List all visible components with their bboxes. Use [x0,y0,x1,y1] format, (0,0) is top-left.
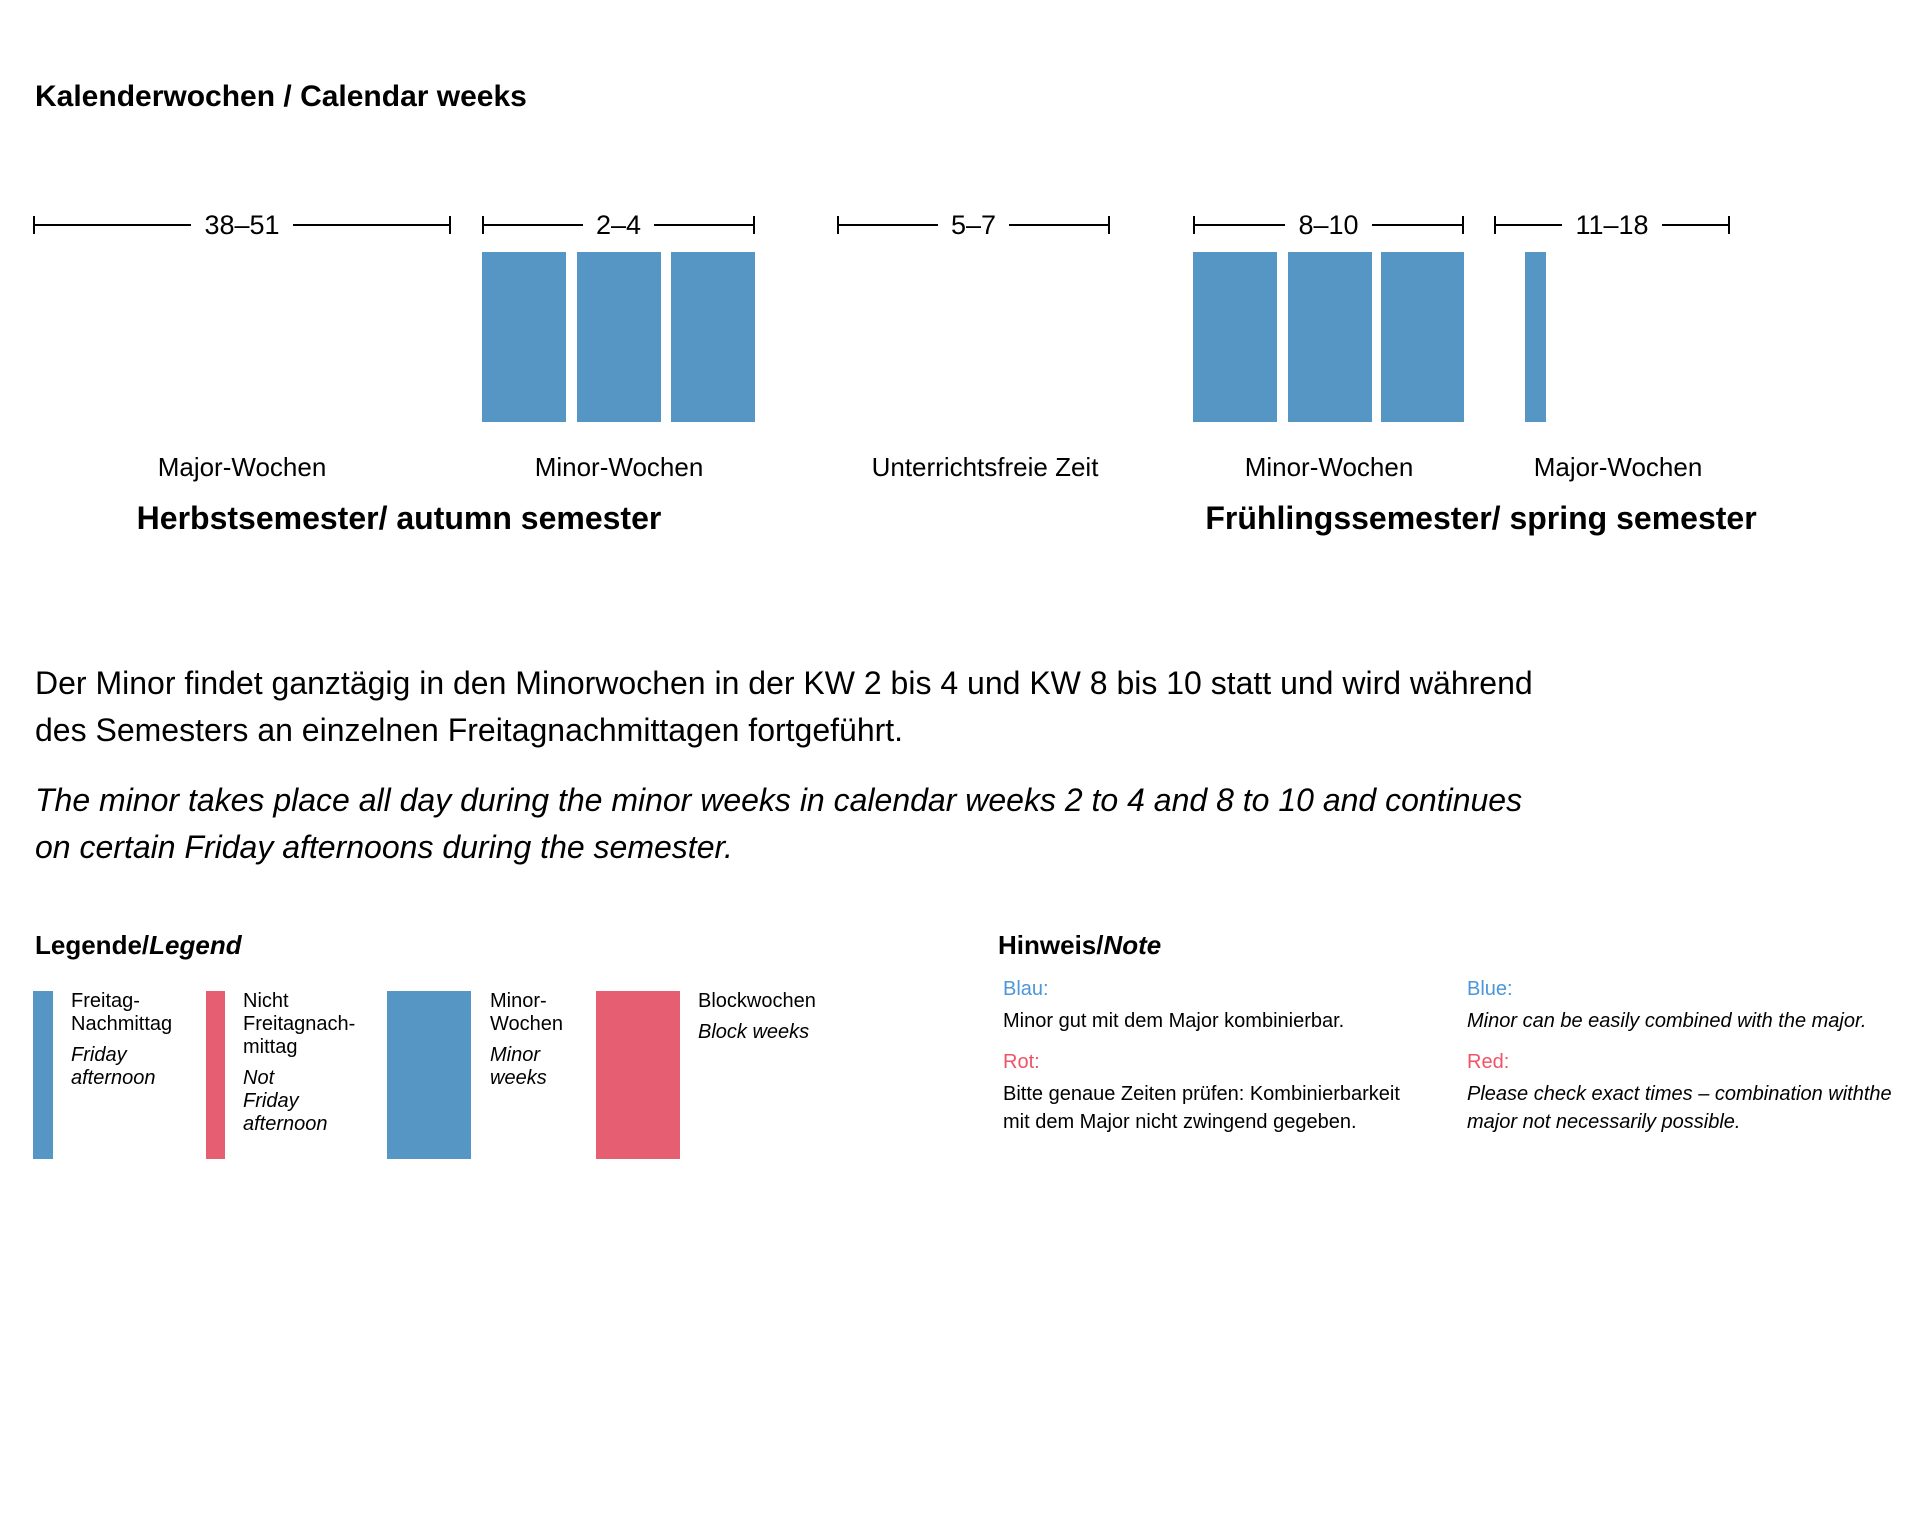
week-type-label: Major-Wochen [157,452,327,482]
note-text-line: major not necessarily possible. [1467,1111,1741,1133]
legend-item-friday-afternoon [71,990,172,1090]
page-title: Kalenderwochen / Calendar weeks [35,80,527,113]
range-label: 8–10 [1298,210,1359,240]
minor-week-bar [1381,252,1464,422]
note-red-label: Rot: [1003,1051,1040,1073]
body-paragraph-german [35,660,1533,754]
friday-afternoon-bar [1525,252,1546,422]
legend-swatch-block-weeks [596,991,680,1159]
note-red-text [1467,1080,1892,1136]
legend-label-line: afternoon [243,1113,328,1135]
minor-week-bar [671,252,755,422]
legend-label-line: afternoon [71,1067,156,1089]
legend-swatch-minor-weeks [387,991,471,1159]
range-line [1372,224,1462,226]
body-line: on certain Friday afternoons during the semester. [35,829,733,865]
range-line [484,224,583,226]
range-line [35,224,191,226]
body-paragraph-english [35,777,1522,871]
note-text-line: Minor can be easily combined with the major. [1467,1010,1867,1032]
body-line: Der Minor findet ganztägig in den Minorwochen in der KW 2 bis 4 und KW 8 bis 10 statt und wird während [35,665,1533,701]
legend-item-not-friday-afternoon [243,990,355,1136]
note-heading-de: Hinweis/ [998,930,1104,960]
range-line [654,224,753,226]
week-range-5-7 [837,210,1110,240]
legend-heading [35,930,242,961]
range-label: 5–7 [950,210,997,240]
note-red-text [1003,1080,1400,1136]
body-line: The minor takes place all day during the minor weeks in calendar weeks 2 to 4 and 8 to 10 and continues [35,782,1523,818]
week-type-label: Minor-Wochen [1244,452,1414,482]
legend-label-line: Friday [71,1044,127,1066]
legend-label-line: Freitagnach- [243,1013,356,1035]
range-label: 2–4 [595,210,642,240]
legend-item-block-weeks [698,990,816,1044]
note-column-german [1003,977,1400,1151]
week-range-2-4 [482,210,755,240]
minor-week-bar [577,252,661,422]
legend-label-line: Nachmittag [71,1013,173,1035]
legend-label-line: Wochen [490,1013,564,1035]
minor-week-bar [1288,252,1372,422]
range-tick [1462,216,1464,234]
legend-label-line: Nicht [243,990,289,1012]
note-text-line: Please check exact times – combination withthe [1467,1083,1892,1105]
range-tick [1728,216,1730,234]
week-range-8-10 [1193,210,1464,240]
legend-heading-en: Legend [149,930,242,960]
note-blue-text [1003,1007,1400,1035]
range-tick [1108,216,1110,234]
legend-label-line: Block weeks [698,1021,810,1043]
note-blue-label: Blau: [1003,978,1049,1000]
range-line [1496,224,1562,226]
body-line: des Semesters an einzelnen Freitagnachmittagen fortgeführt. [35,712,904,748]
note-text-line: Minor gut mit dem Major kombinierbar. [1003,1010,1345,1032]
note-red-label: Red: [1467,1051,1510,1073]
autumn-semester-heading: Herbstsemester/ autumn semester [136,500,662,536]
spring-semester-heading: Frühlingssemester/ spring semester [1205,500,1757,536]
range-line [1195,224,1285,226]
week-type-label: Minor-Wochen [534,452,704,482]
legend-label-line: weeks [490,1067,547,1089]
week-type-label: Major-Wochen [1533,452,1703,482]
minor-week-bar [482,252,566,422]
week-range-38-51 [33,210,451,240]
range-line [1662,224,1728,226]
note-heading-en: Note [1103,930,1162,960]
legend-label-line: Not [243,1067,275,1089]
note-blue-text [1467,1007,1892,1035]
range-line [839,224,938,226]
note-text-line: mit dem Major nicht zwingend gegeben. [1003,1111,1357,1133]
legend-label-line: Friday [243,1090,299,1112]
week-range-11-18 [1494,210,1730,240]
legend-label-line: Minor- [490,990,547,1012]
range-line [293,224,449,226]
range-line [1009,224,1108,226]
note-column-english [1467,977,1892,1151]
note-text-line: Bitte genaue Zeiten prüfen: Kombinierbarkeit [1003,1083,1400,1105]
minor-week-bar [1193,252,1277,422]
legend-label-line: Blockwochen [698,990,816,1012]
note-heading [998,930,1161,961]
legend-item-minor-weeks [490,990,563,1090]
range-label: 11–18 [1575,210,1649,240]
week-type-label: Unterrichtsfreie Zeit [871,452,1099,482]
range-tick [753,216,755,234]
legend-swatch-not-friday-afternoon [206,991,225,1159]
legend-label-line: Freitag- [71,990,140,1012]
legend-label-line: Minor [490,1044,541,1066]
legend-swatch-friday-afternoon [33,991,53,1159]
range-label: 38–51 [204,210,280,240]
note-blue-label: Blue: [1467,978,1513,1000]
legend-label-line: mittag [243,1036,298,1058]
range-tick [449,216,451,234]
legend-heading-de: Legende/ [35,930,150,960]
